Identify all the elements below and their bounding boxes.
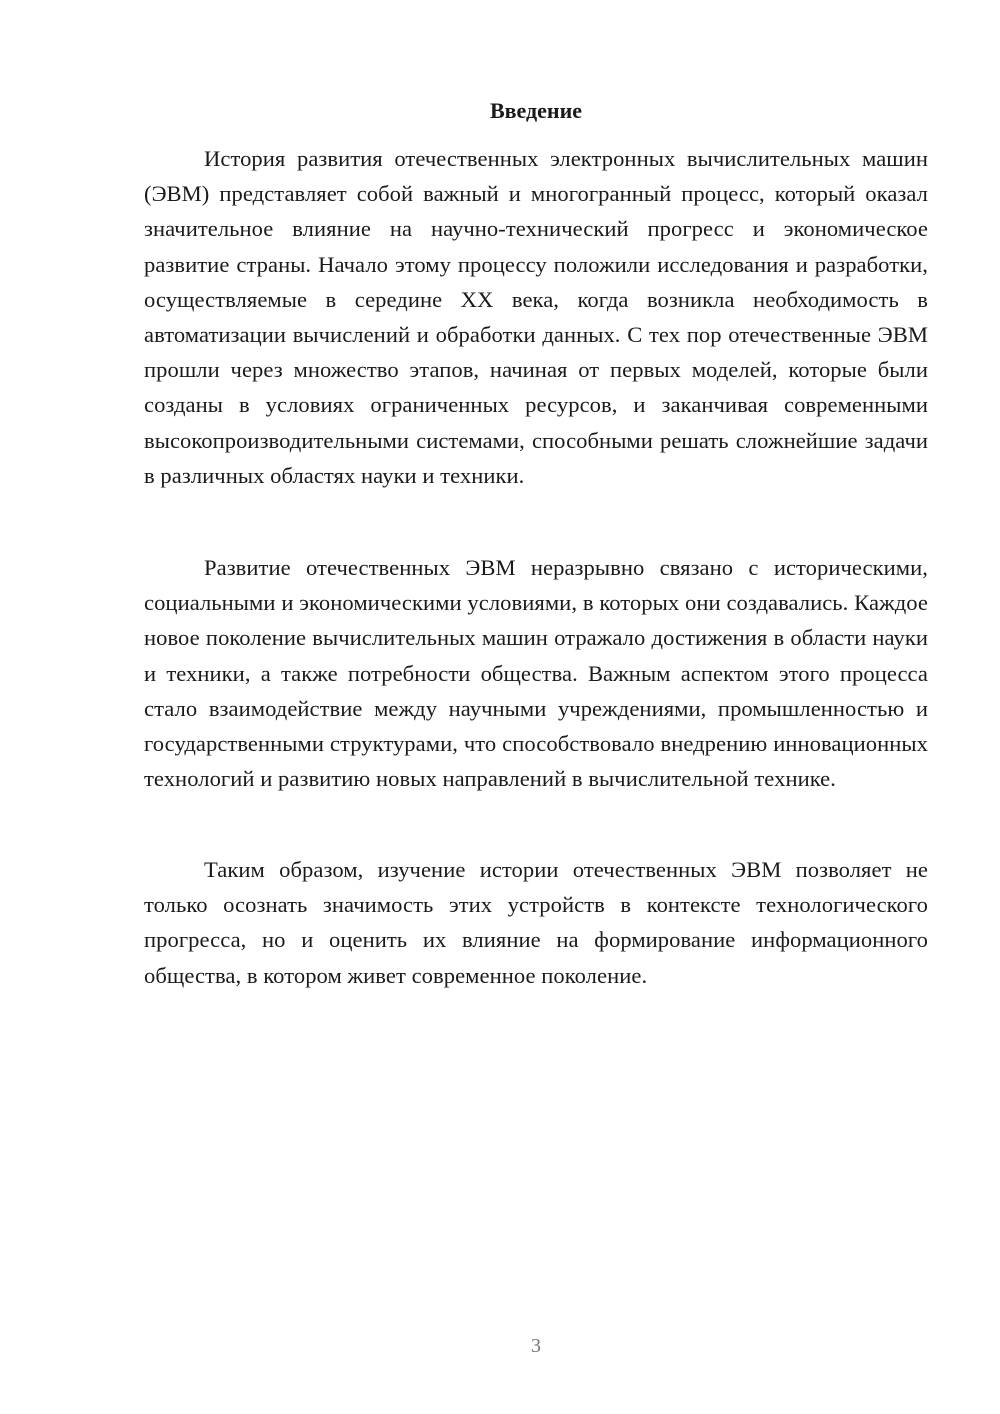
section-title: Введение [489,98,583,123]
page-number: 3 [531,1335,541,1357]
paragraph-3: Таким образом, изучение истории отечественных ЭВМ позволяет не только осознать значимость этих устройств в контексте технологического прогресса, но и оценить их влияние на формирование информационного общества, в котором живет современное поколение. [144,857,928,988]
paragraph-2: Развитие отечественных ЭВМ неразрывно связано с историческими, социальными и экономическими условиями, в которых они создавались. Каждое новое поколение вычислительных машин отражало достижения в области науки и техники, а также потребности общества. Важным аспектом этого процесса стало взаимодействие между научными учреждениями, промышленностью и государственными структурами, что способствовало внедрению инновационных технологий и развитию новых направлений в вычислительной технике. [144,555,928,792]
paragraph-1: История развития отечественных электронных вычислительных машин (ЭВМ) представляет собой важный и многогранный процесс, который оказал значительное влияние на научно-технический прогресс и экономическое развитие страны. Начало этому процессу положили исследования и разработки, осуществляемые в середине XX века, когда возникла необходимость в автоматизации вычислений и обработки данных. С тех пор отечественные ЭВМ прошли через множество этапов, начиная от первых моделей, которые были созданы в условиях ограниченных ресурсов, и заканчивая современными высокопроизводительными системами, способными решать сложнейшие задачи в различных областях науки и техники. [144,146,928,488]
